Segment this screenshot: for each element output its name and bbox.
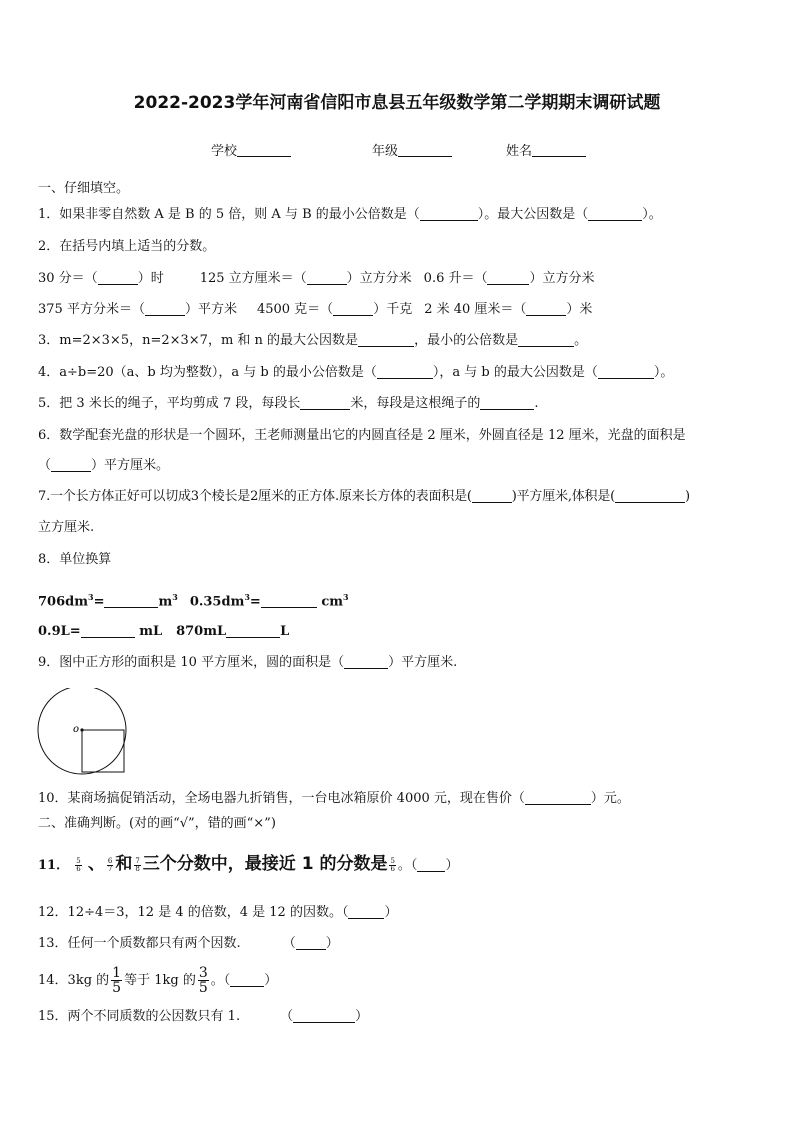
question-7-cont: 立方厘米.	[38, 520, 95, 535]
fraction: $\frac{6}{7}$	[107, 857, 113, 873]
question-13: 13．任何一个质数都只有两个因数. （ ）	[38, 936, 339, 951]
answer-blank	[588, 206, 642, 221]
question-1: 1．如果非零自然数 A 是 B 的 5 倍，则 A 与 B 的最小公倍数是（ ）。最大公因数是（ ）。	[38, 207, 662, 222]
name-label: 姓名	[506, 144, 533, 159]
question-2-row-1: 30 分＝（ ）时 125 立方厘米＝（ ）立方分米 0.6 升＝（ ）立方分米	[38, 271, 595, 286]
question-2: 2．在括号内填上适当的分数。	[38, 239, 216, 254]
question-7: 7.一个长方体正好可以切成3个棱长是2厘米的正方体.原来长方体的表面积是( )平方厘米,体积是( )	[38, 489, 690, 504]
name-blank	[532, 142, 586, 157]
school-label: 学校	[211, 144, 238, 159]
school-field	[211, 140, 291, 159]
question-14: 14．3kg 的 $\frac{1}{5}$ 等于 1kg 的 $\frac{3}{5}$ 。（ ）	[38, 965, 278, 996]
question-15: 15．两个不同质数的公因数只有 1. （ ）	[38, 1009, 369, 1024]
section2-heading: 二、准确判断。(对的画“√”，错的画“×”)	[38, 816, 276, 831]
circle-square-figure	[36, 688, 128, 780]
fraction: $\frac{3}{5}$	[198, 965, 208, 996]
question-12: 12．12÷4＝3，12 是 4 的倍数，4 是 12 的因数。（ ）	[38, 905, 398, 920]
grade-blank	[398, 142, 452, 157]
grade-label: 年级	[372, 144, 399, 159]
question-9: 9．图中正方形的面积是 10 平方厘米，圆的面积是（ ）平方厘米.	[38, 655, 458, 670]
answer-blank	[420, 206, 478, 221]
fraction: $\frac{7}{8}$	[135, 857, 140, 873]
fraction: $\frac{1}{5}$	[112, 965, 122, 996]
question-6: 6．数学配套光盘的形状是一个圆环，王老师测量出它的内圆直径是 2 厘米，外圆直径是 12 厘米，光盘的面积是	[38, 428, 686, 443]
question-8-row-1: $706dm^3= m^3$ $0.35dm^3= cm^3$	[38, 592, 349, 610]
fraction: $\frac{5}{6}$	[390, 857, 395, 873]
section1-heading: 一、仔细填空。	[38, 181, 130, 196]
school-blank	[237, 142, 291, 157]
question-11: 11． $\frac{5}{6}$ 、 $\frac{6}{7}$ 和 $\frac{7}{8}$ 三个分数中，最接近 1 的分数是 $\frac{5}{6}$ 。（ ）	[38, 854, 459, 874]
question-10: 10．某商场搞促销活动，全场电器九折销售，一台电冰箱原价 4000 元，现在售价（ ）元。	[38, 791, 630, 806]
name-field	[506, 140, 586, 159]
question-4: 4．a÷b=20（a、b 均为整数），a 与 b 的最小公倍数是（ ），a 与 b 的最大公因数是（ ）。	[38, 365, 674, 380]
question-8: 8．单位换算	[38, 552, 112, 567]
question-2-row-2: 375 平方分米＝（ ）平方米 4500 克＝（ ）千克 2 米 40 厘米＝（ ）米	[38, 302, 593, 317]
fraction: $\frac{5}{6}$	[76, 857, 81, 873]
question-5: 5．把 3 米长的绳子，平均剪成 7 段，每段长 米，每段是这根绳子的 .	[38, 396, 539, 411]
grade-field	[372, 140, 452, 159]
square-shape	[82, 730, 124, 772]
center-label: o	[73, 724, 80, 735]
question-8-row-2: 0.9L= mL 870mL L	[38, 624, 290, 639]
page-title: 2022-2023学年河南省信阳市息县五年级数学第二学期期末调研试题	[133, 93, 661, 113]
circle-center	[80, 728, 83, 731]
question-3: 3．m=2×3×5，n=2×3×7，m 和 n 的最大公因数是 ，最小的公倍数是 。	[38, 333, 588, 348]
question-6-cont: （ ）平方厘米。	[38, 458, 170, 473]
